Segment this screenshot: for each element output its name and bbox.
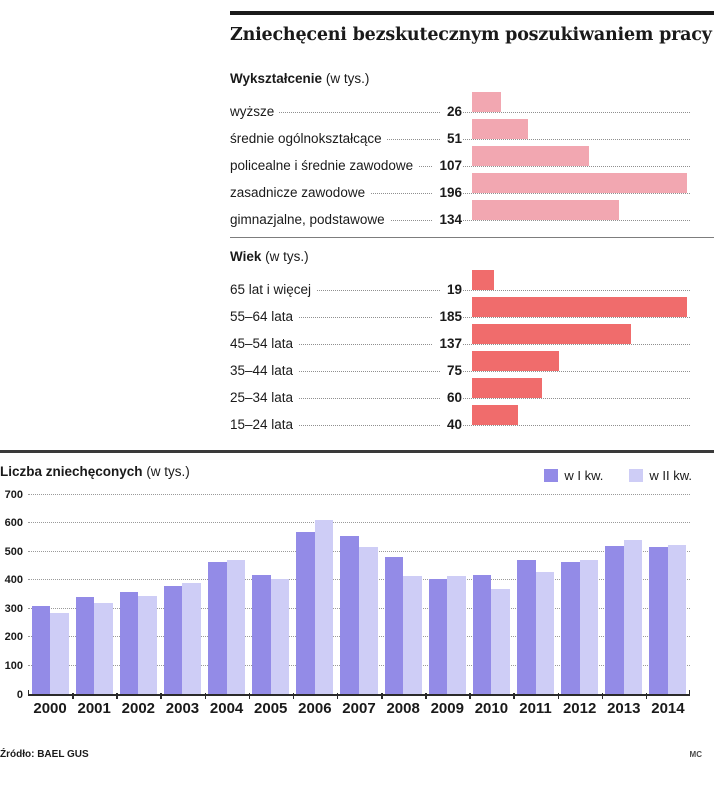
y-tick-label: 400 xyxy=(4,574,23,587)
legend-swatch-q2-icon xyxy=(629,469,643,482)
axis-tick xyxy=(337,693,339,699)
row-value: 107 xyxy=(433,158,462,173)
x-tick-label: 2007 xyxy=(342,699,376,717)
plot-area xyxy=(28,495,690,695)
axis-tick xyxy=(72,693,74,699)
row-label: gimnazjalne, podstawowe xyxy=(230,212,390,227)
age-heading xyxy=(230,249,714,264)
row-value: 40 xyxy=(441,417,462,432)
axis-tick xyxy=(425,693,427,699)
row-value: 137 xyxy=(433,336,462,351)
axis-tick xyxy=(293,693,295,699)
credit-initials: MC xyxy=(689,749,702,759)
bar-q1 xyxy=(429,579,448,695)
x-tick-label: 2001 xyxy=(77,699,111,717)
bar-q2 xyxy=(359,547,378,694)
age-chart xyxy=(230,249,714,430)
education-heading-label: Wykształcenie xyxy=(230,71,323,86)
row-label: 25–34 lata xyxy=(230,390,298,405)
timeline-unit-label: (w tys.) xyxy=(146,463,190,479)
age-unit-label: (w tys.) xyxy=(265,249,309,264)
bar-q1 xyxy=(605,546,624,695)
row-value: 196 xyxy=(433,185,462,200)
row-label: policealne i średnie zawodowe xyxy=(230,158,418,173)
year-group xyxy=(381,495,425,695)
year-group xyxy=(469,495,513,695)
year-group xyxy=(249,495,293,695)
bar-q1 xyxy=(649,547,668,694)
bar-q1 xyxy=(561,562,580,695)
axis-tick xyxy=(381,693,383,699)
legend-swatch-q1-icon xyxy=(544,469,558,482)
y-tick-label: 500 xyxy=(4,545,23,558)
axis-tick xyxy=(205,693,207,699)
title-rule xyxy=(230,11,714,15)
x-tick-label: 2009 xyxy=(430,699,464,717)
timeline-rule xyxy=(0,450,714,453)
age-row xyxy=(230,268,690,295)
row-value: 75 xyxy=(441,363,462,378)
legend-item-q1 xyxy=(544,468,603,483)
row-bar xyxy=(472,119,528,139)
row-bar xyxy=(472,146,589,166)
axis-tick xyxy=(646,693,648,699)
top-block xyxy=(230,11,714,430)
education-chart xyxy=(230,71,714,225)
age-row xyxy=(230,403,690,430)
x-tick-label: 2000 xyxy=(33,699,67,717)
row-label: 35–44 lata xyxy=(230,363,298,378)
year-group xyxy=(425,495,469,695)
bar-q1 xyxy=(340,536,359,695)
row-label: 15–24 lata xyxy=(230,417,298,432)
x-tick-label: 2004 xyxy=(209,699,244,717)
year-group xyxy=(28,495,72,695)
bar-q2 xyxy=(403,576,422,695)
source-note: Źródło: BAEL GUS xyxy=(0,748,89,760)
y-tick-label: 100 xyxy=(4,659,23,672)
y-tick-label: 200 xyxy=(4,631,23,644)
row-bar xyxy=(472,297,687,317)
axis-tick xyxy=(249,693,251,699)
year-group xyxy=(646,495,690,695)
timeline-heading-label: Liczba zniechęconych xyxy=(0,463,143,479)
row-bar xyxy=(472,92,501,112)
row-bar xyxy=(472,173,687,193)
education-rows xyxy=(230,90,690,225)
age-row xyxy=(230,349,690,376)
bar-q2 xyxy=(580,560,599,694)
x-tick-label: 2011 xyxy=(519,699,552,717)
x-tick-label: 2003 xyxy=(165,699,200,717)
row-label: 45–54 lata xyxy=(230,336,298,351)
bar-q2 xyxy=(315,520,334,694)
x-tick-label: 2013 xyxy=(607,699,641,717)
row-label: 55–64 lata xyxy=(230,309,298,324)
bar-q2 xyxy=(227,560,246,694)
row-bar xyxy=(472,324,631,344)
page-title: Zniechęceni bezskutecznym poszukiwaniem pracy xyxy=(230,25,712,45)
x-tick-label: 2002 xyxy=(121,699,156,717)
bar-q2 xyxy=(50,613,69,694)
bar-q2 xyxy=(182,583,201,694)
y-tick-label: 700 xyxy=(4,488,23,501)
year-group xyxy=(116,495,160,695)
x-tick-label: 2006 xyxy=(298,699,332,717)
row-bar xyxy=(472,200,619,220)
bar-q2 xyxy=(491,589,510,695)
legend-item-q2 xyxy=(629,468,692,483)
legend xyxy=(544,468,692,483)
row-value: 26 xyxy=(441,104,462,119)
axis-tick xyxy=(116,693,118,699)
row-label: wyższe xyxy=(230,104,279,119)
bar-q2 xyxy=(624,540,643,694)
bar-q1 xyxy=(473,575,492,695)
axis-tick xyxy=(513,693,515,699)
timeline-chart xyxy=(0,487,714,717)
year-group xyxy=(602,495,646,695)
row-label: 65 lat i więcej xyxy=(230,282,316,297)
y-tick-label: 0 xyxy=(16,688,23,701)
education-row xyxy=(230,171,690,198)
x-tick-label: 2010 xyxy=(474,699,509,717)
year-group xyxy=(558,495,602,695)
age-row xyxy=(230,322,690,349)
bar-q1 xyxy=(296,532,315,695)
axis-tick xyxy=(469,693,471,699)
bar-q2 xyxy=(138,596,157,695)
row-value: 185 xyxy=(433,309,462,324)
x-tick-label: 2005 xyxy=(254,699,288,717)
year-group xyxy=(513,495,557,695)
axis-tick xyxy=(558,693,560,699)
row-value: 19 xyxy=(441,282,462,297)
axis-tick xyxy=(602,693,604,699)
x-axis-labels xyxy=(28,700,690,718)
education-unit-label: (w tys.) xyxy=(325,71,370,86)
bar-q1 xyxy=(252,575,271,695)
bar-q2 xyxy=(271,579,290,695)
row-bar xyxy=(472,270,494,290)
row-label: zasadnicze zawodowe xyxy=(230,185,370,200)
education-row xyxy=(230,90,690,117)
bar-q1 xyxy=(32,606,51,695)
timeline-block xyxy=(0,450,714,717)
bar-q1 xyxy=(76,597,95,694)
education-row xyxy=(230,198,690,225)
age-rows xyxy=(230,268,690,430)
bar-q2 xyxy=(536,572,555,695)
x-tick-label: 2012 xyxy=(562,699,597,717)
age-row xyxy=(230,376,690,403)
axis-tick xyxy=(160,693,162,699)
timeline-header xyxy=(0,463,714,483)
row-label: średnie ogólnokształcące xyxy=(230,131,387,146)
x-axis-line xyxy=(28,690,690,696)
x-tick-label: 2014 xyxy=(651,699,685,717)
timeline-heading xyxy=(0,464,190,479)
year-group xyxy=(293,495,337,695)
bar-q2 xyxy=(447,576,466,695)
age-row xyxy=(230,295,690,322)
footer xyxy=(0,749,714,760)
year-group xyxy=(72,495,116,695)
legend-label-q1: w I kw. xyxy=(564,467,604,483)
education-row xyxy=(230,144,690,171)
bar-q1 xyxy=(120,592,139,695)
bar-q1 xyxy=(385,557,404,694)
year-group xyxy=(160,495,204,695)
year-group xyxy=(205,495,249,695)
section-divider xyxy=(230,237,714,238)
year-group xyxy=(337,495,381,695)
y-tick-label: 300 xyxy=(4,602,23,615)
row-bar xyxy=(472,351,559,371)
row-bar xyxy=(472,405,518,425)
row-value: 60 xyxy=(441,390,462,405)
row-value: 134 xyxy=(433,212,462,227)
row-bar xyxy=(472,378,542,398)
bar-q1 xyxy=(208,562,227,695)
age-heading-label: Wiek xyxy=(230,249,262,264)
bar-q1 xyxy=(164,586,183,695)
education-row xyxy=(230,117,690,144)
bar-q2 xyxy=(668,545,687,695)
y-tick-label: 600 xyxy=(4,517,23,530)
bar-q1 xyxy=(517,560,536,694)
row-value: 51 xyxy=(441,131,462,146)
x-tick-label: 2008 xyxy=(386,699,420,717)
education-heading xyxy=(230,71,714,86)
bar-q2 xyxy=(94,603,113,694)
legend-label-q2: w II kw. xyxy=(649,467,692,483)
